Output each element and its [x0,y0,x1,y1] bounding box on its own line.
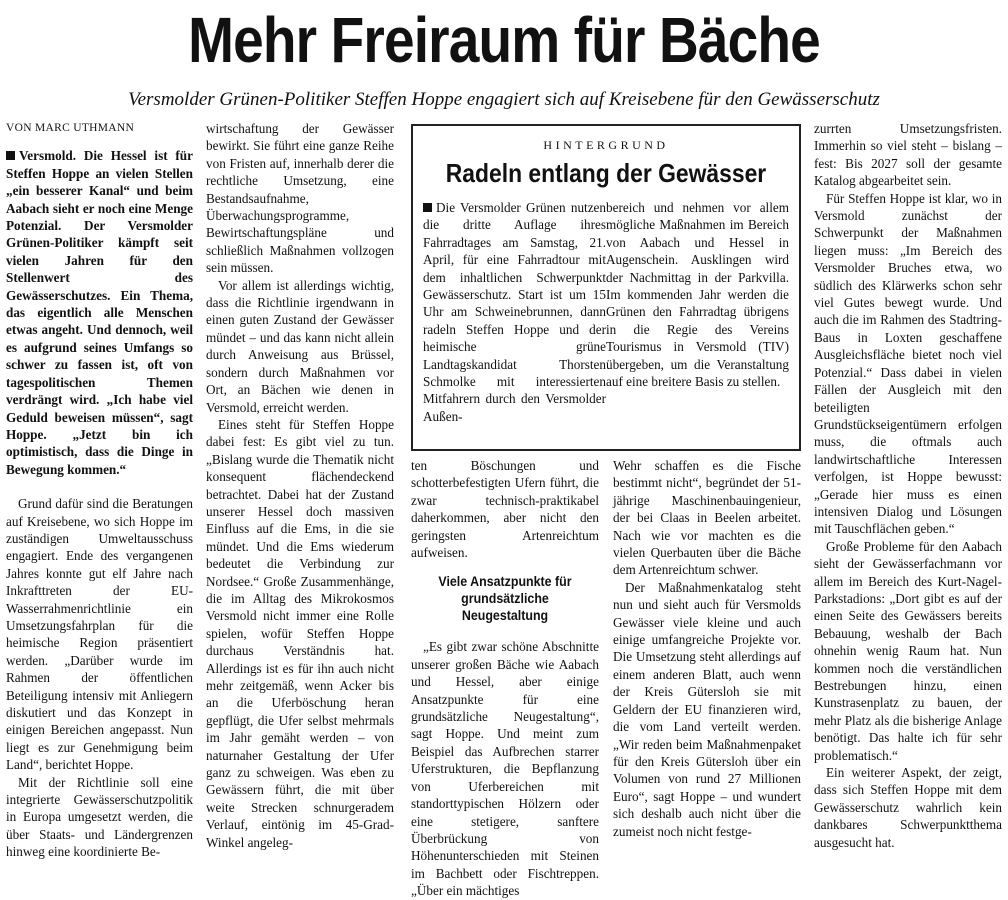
article-column-2 [206,120,394,850]
background-box [411,124,801,451]
box-column-left [423,199,606,425]
paragraph: zurrten Umsetzungsfristen. Immerhin so viel steht – bislang – fest: Bis 2027 soll der gesamte Katalog abgearbeitet sein. [814,121,1002,189]
paragraph: Große Probleme für den Aabach sieht der Gewässerfachmann vor allem im Bereich des Kurt-Nagel-Parkstadions: „Dort gibt es auf der einen Seite des Gewässers bereits Bebauung, weshalb der Bach ohnehin wenig Raum hat. Nun kommen noch die verständlichen Bestrebungen hinzu, einen Kunstrasenplatz zu bauen, der mehr Platz als die bisherige Anlage benötigt. Das halte ich für sehr problematisch.“ [814,538,1002,763]
bullet-square-icon [423,203,432,212]
paragraph: Eines steht für Steffen Hoppe dabei fest: Es gibt viel zu tun. „Bislang wurde die Thematik nicht konsequent flächendeckend betrachtet. Dabei hat der Zustand unserer Hessel doch massiven Einfluss auf die Ems, in die sie mündet. Und die Ems wiederum bedeutet die Verbindung zur Nordsee.“ Große Zusammenhänge, die im Alltag des Mikrokosmos Versmold nicht immer eine Rolle spielen, wofür Steffen Hoppe durchaus Verständnis hat. Allerdings ist es für ihn auch nicht mehr zeitgemäß, wenn Acker bis an die Uferböschung heran gepflügt, die Ufer selbst mehrmals im Jahr gemäht werden – von naturnaher Gestaltung der Ufer ganz zu schweigen. Was eben zu Gewässern führt, die mit über weite Strecken schnurgeradem Verlauf, eintönig im 45-Grad-Winkel angeleg- [206,416,394,850]
box-paragraph [423,199,606,425]
article-column-1 [6,120,193,860]
box-column-right [606,199,789,425]
subheadline: Versmolder Grünen-Politiker Steffen Hoppe engagiert sich auf Kreisebene für den Gewässerschutz [128,89,880,110]
subhead: Viele Ansatzpunkte für grundsätzliche Neugestaltung [438,574,572,624]
paragraph: Mit der Richtlinie soll eine integrierte Gewässerschutzpolitik in Europa umgesetzt werden, die über Staats- und Ländergrenzen hinweg eine koordinierte Be- [6,774,193,860]
lead-text: Versmold. Die Hessel ist für Steffen Hoppe an vielen Stellen „ein besserer Kanal“ und beim Aabach sieht er noch eine Menge Potenzial. Der Versmolder Grünen-Politiker kämpft seit vielen Jahren für den Stellenwert des Gewässerschutzes. Ein Thema, das eigentlich alle Menschen etwas angeht. Und dennoch, weil es aufgrund seines Umfangs so schwer zu fassen ist, oft von tagespolitischen Themen verdrängt wird. „Ich habe viel Geduld beweisen müssen“, sagt Hoppe. „Jetzt bin ich optimistisch, dass die Dinge in Bewegung kommen.“ [6,148,193,477]
paragraph: Für Steffen Hoppe ist klar, wo in Versmold zunächst der Schwerpunkt der Maßnahmen liegen muss: „Im Bereich des Versmolder Bruches etwa, wo südlich des Klärwerks schon sehr viel Gutes bewegt wurde. Und auch die im Rahmen des Stadtring-Baus in Loxten geschaffene Ausgleichsfläche bietet noch viel Potenzial.“ Dass dabei in vielen Fällen der Ausgleich mit den beteiligten Grundstückseigentümern erfolgen muss, die oftmals auch landwirtschaftliche Interessen verfolgen, ist Hoppe bewusst: „Gerade hier muss es einen intensiven Dialog und Lösungen mit Tauschflächen geben.“ [814,190,1002,537]
article-column-4 [613,457,801,839]
box-columns [423,199,789,425]
headline: Mehr Freiraum für Bäche [188,4,820,76]
box-text-left: Die Versmolder Grünen nutzen die dritte Auflage ihres Fahrradtages am Samstag, 21. April, für eine Fahrradtour mit dem inhaltlichen Schwerpunkt Gewässerschutz. Start ist um 15 Uhr am Schweinebrunnen, dann radeln Steffen Hoppe und der heimische grüne Landtagskandidat Thorsten Schmolke mit interessierten Mitfahrern durch den Versmolder Außen- [423,200,606,424]
paragraph: Wehr schaffen es die Fische bestimmt nicht“, begründet der 51-jährige Maschinenbauingenieur, der bei Claas in Beelen arbeitet. Nach wie vor machten es die vielen Querbauten über die Bäche dem Artenreichtum schwer. [613,458,801,578]
box-text-right: bereich und nehmen vor allem mögliche Maßnahmen im Bereich von Aabach und Hessel in Augenschein. Ausklingen wird der Nachmittag in der Parkvilla. Im kommenden Jahr werden die Grünen den Fahrradtag übrigens in die Regie des Vereins Tourismus in Versmold (TIV) übergeben, um die Veranstaltung auf eine breitere Basis zu stellen. [606,200,789,390]
paragraph: Vor allem ist allerdings wichtig, dass die Richtlinie irgendwann in einen guten Zustand der Gewässer mündet – und das kann nicht allein durch Anweisung aus Brüssel, sondern durch Maßnahmen vor Ort, an Bächen wie denen in Versmold, erreicht werden. [206,277,394,415]
paragraph: Der Maßnahmenkatalog steht nun und sieht auch für Versmolds Gewässer viele kleine und auch einige umfangreiche Projekte vor. Die Umsetzung steht allerdings auf einem anderen Blatt, auch wenn der Kreis Gütersloh sie mit Geldern der EU finanzieren wird, die vom Land verteilt werden. „Wir reden beim Maßnahmenpaket für den Kreis Gütersloh über ein Volumen von rund 27 Millionen Euro“, sagt Hoppe – und wundert sich deshalb auch nicht über die zumeist noch nicht festge- [613,579,801,839]
paragraph: ten Böschungen und schotterbefestigten Ufern führt, die zwar technisch-praktikabel daherkommen, aber nicht den geringsten Artenreichtum aufweisen. [411,458,599,561]
article-column-5 [814,120,1002,850]
byline: VON MARC UTHMANN [6,122,135,134]
box-title: Radeln entlang der Gewässer [445,158,767,188]
bullet-square-icon [6,151,15,160]
paragraph: „Es gibt zwar schöne Abschnitte unserer großen Bäche wie Aabach und Hessel, aber einige Ansatzpunkte für eine grundsätzliche Neugestaltung“, sagt Hoppe. Und meint zum Beispiel das Aufbrechen starrer Uferstrukturen, die Bepflanzung von Uferbereichen mit standorttypischen Hölzern oder eine stetigere, sanftere Überbrückung von Höhenunterschieden mit Steinen im Bachbett oder Fischtreppen. „Über ein mächtiges [411,639,599,899]
paragraph: wirtschaftung der Gewässer bewirkt. Sie führt eine ganze Reihe von Fristen auf, innerhalb derer die rechtliche Umsetzung, eine Bestandsaufnahme, Überwachungsprogramme, Bewirtschaftungspläne und schließlich Maßnahmen vollzogen sein müssen. [206,121,394,276]
article-column-3 [411,457,599,899]
paragraph: Ein weiterer Aspekt, der zeigt, dass sich Steffen Hoppe mit dem Gewässerschutz wahrlich kein dankbares Schwerpunktthema ausgesucht hat. [814,765,1002,850]
lead-paragraph [6,147,193,478]
paragraph: Grund dafür sind die Beratungen auf Kreisebene, wo sich Hoppe im zuständigen Umweltausschuss engagiert. Ende des vergangenen Jahres konnte gut elf Jahre nach Inkrafttreten der EU-Wasserrahmenrichtlinie ein Umsetzungsfahrplan für die heimische Region präsentiert werden. „Darüber wurde im Rahmen der öffentlichen Beteiligung intensiv mit Anliegern diskutiert und das Konzept in einigen Bereichen angepasst. Nun liegt es zur Genehmigung beim Land“, berichtet Hoppe. [6,496,193,773]
box-kicker: HINTERGRUND [543,138,669,152]
